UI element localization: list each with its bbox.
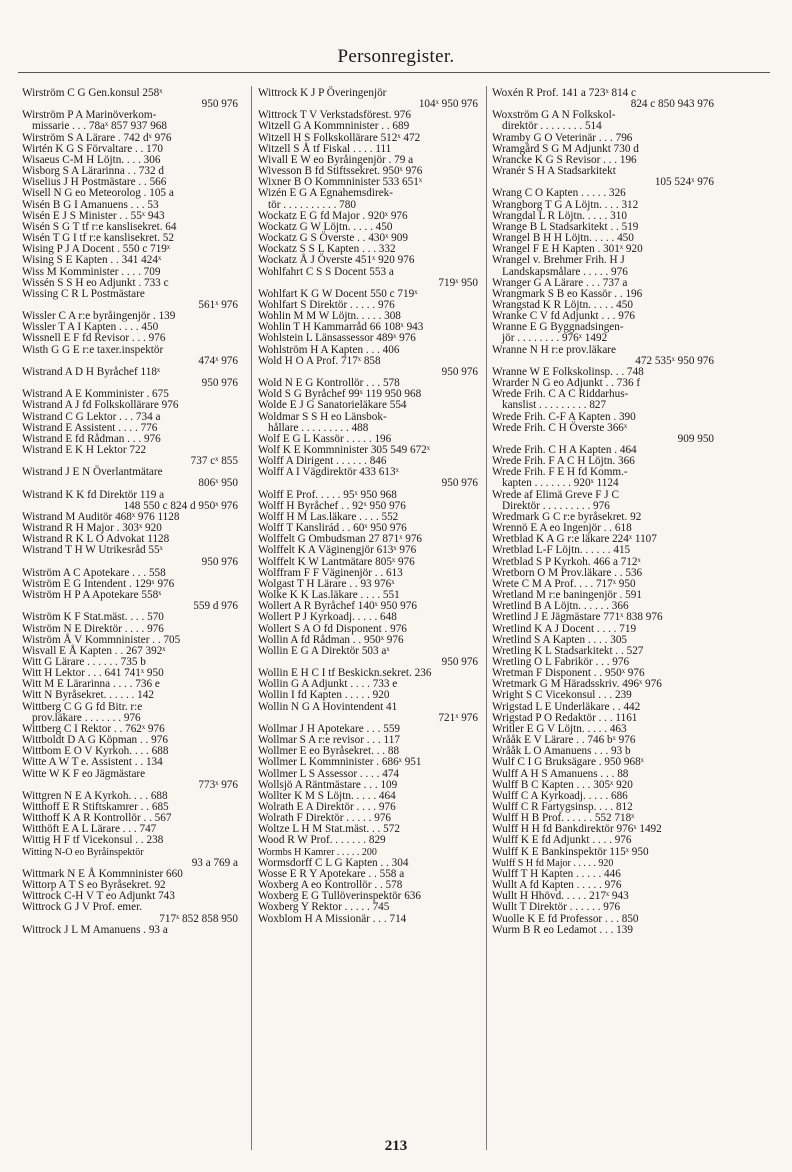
register-entry: Wiselius J H Postmästare . . 566: [22, 176, 167, 189]
register-entry: Wulff A H S Amanuens . . . 88: [492, 767, 629, 780]
register-entry: Wistrand A E Komminister . 675: [22, 388, 169, 401]
register-entry: Wolf E G L Kassör . . . . . 196: [258, 432, 392, 445]
register-entry: Wiström E G Intendent . 129ˣ 976: [22, 577, 175, 590]
register-entry: Wollter K M S Löjtn. . . . . 464: [258, 789, 396, 802]
register-entry: Wisaeus C-M H Löjtn. . . . 306: [22, 153, 161, 166]
register-entry: Wullt T Direktör . . . . . . 976: [492, 901, 621, 914]
register-entry: Wittrock K J P Överingenjör: [258, 87, 387, 99]
register-entry: Wrede af Elimä Greve F J C: [492, 488, 619, 501]
register-entry: Wisell N G eo Meteorolog . 105 a: [22, 187, 174, 200]
register-entry: 559 d 976: [193, 600, 238, 613]
register-entry: Witzell H S Folkskollärare 512ˣ 472: [258, 131, 421, 144]
register-entry: 773ˣ 976: [198, 778, 238, 791]
register-entry: jör . . . . . . . . 976ˣ 1492: [502, 332, 608, 345]
register-entry: Wising P J A Docent . 550 c 719ˣ: [22, 243, 171, 256]
register-entry: Wissler C A r:e byråingenjör . 139: [22, 310, 176, 323]
register-entry: Wisén E J S Minister . . 55ˣ 943: [22, 209, 165, 222]
register-entry: Wittberg C I Rektor . . 762ˣ 976: [22, 722, 165, 735]
register-entry: Wolffelt K W Lantmätare 805ˣ 976: [258, 555, 415, 568]
register-entry: Wrete C M A Prof. . . . 717ˣ 950: [492, 577, 636, 590]
register-entry: Wolff H Byråchef . . 92ˣ 950 976: [258, 499, 406, 512]
register-entry: Wolf K E Kommninister 305 549 672ˣ: [258, 444, 430, 456]
register-entry: Wrede Frih. F A C H Löjtn. 366: [492, 455, 635, 468]
register-entry: Woltze L H M Stat.mäst. . . 572: [258, 823, 400, 836]
register-entry: Wittig H F tf Vicekonsul . . 238: [22, 834, 164, 847]
register-entry: Wrangel F E H Kapten . 301ˣ 920: [492, 243, 643, 256]
register-entry: Witting N-O eo Byråinspektör: [22, 846, 144, 858]
register-entry: Wolff T Kanslirád . . 60ˣ 950 976: [258, 522, 407, 535]
register-entry: 950 976: [201, 377, 238, 390]
register-entry: Wistrand R K L O Advokat 1128: [22, 533, 170, 546]
register-entry: Wolff E Prof. . . . . 95ˣ 950 968: [258, 488, 397, 501]
register-entry: 104ˣ 950 976: [418, 98, 478, 111]
register-entry: Wisborg S A Lärarinna . . 732 d: [22, 165, 164, 178]
register-entry: Wiström K F Stat.mäst. . . . 570: [22, 611, 164, 624]
register-column-right: [492, 88, 714, 936]
register-entry: Wittberg C G G fd Bitr. r:e: [22, 700, 143, 713]
register-entry: Wretling K L Stadsarkitekt . . 527: [492, 644, 644, 657]
register-entry: Wistrand E Assistent . . . . 776: [22, 421, 158, 434]
register-entry: Wissnell E F fd Revisor . . . 976: [22, 332, 166, 345]
register-entry: Wollmar J H Apotekare . . . 559: [258, 722, 401, 735]
register-entry: Wormbs H Kamrer . . . . . 200: [258, 846, 377, 858]
register-entry: Wolgast T H Lärare . . 93 976ˣ: [258, 577, 395, 590]
register-entry: Wretlind B A Löjtn. . . . . . 366: [492, 600, 629, 613]
column-divider: [486, 86, 487, 1150]
register-entry: direktör . . . . . . . . 514: [502, 120, 602, 133]
register-entry: Wrååk L O Amanuens . . . 93 b: [492, 745, 631, 758]
register-entry: Wretlind S A Kapten . . . . 305: [492, 633, 628, 646]
register-entry: Woxberg A eo Kontrollör . . 578: [258, 879, 403, 892]
register-entry: Wittrock J L M Amanuens . 93 a: [22, 923, 168, 936]
register-entry: Wright S C Vicekonsul . . . 239: [492, 689, 632, 702]
register-entry: Wohlin M M W Löjtn. . . . . 308: [258, 310, 401, 323]
register-entry: Wohlin T H Kammarråd 66 108ˣ 943: [258, 321, 424, 334]
register-entry: 719ˣ 950: [438, 276, 478, 289]
register-entry: 721ˣ 976: [438, 711, 478, 724]
register-entry: Wirström S A Lärare . 742 dˣ 976: [22, 131, 172, 144]
register-entry: Wramgård S G M Adjunkt 730 d: [492, 142, 639, 155]
register-entry: Wold H O A Prof. 717ˣ 858: [258, 354, 381, 367]
register-entry: Wrede Frih. F E H fd Komm.-: [492, 466, 628, 479]
register-entry: 717ˣ 852 858 950: [159, 912, 238, 925]
register-entry: Wollmar S A r:e revisor . . . 117: [258, 734, 400, 747]
register-entry: Wistrand E fd Rådman . . . 976: [22, 432, 161, 445]
register-entry: Wittrock G J V Prof. emer.: [22, 901, 143, 914]
register-entry: Wistrand K K fd Direktör 119 a: [22, 488, 165, 501]
register-entry: kapten . . . . . . . 920ˣ 1124: [502, 477, 619, 490]
register-entry: 950 976: [441, 477, 478, 490]
register-entry: Wolffelt G Ombudsman 27 871ˣ 976: [258, 533, 423, 546]
register-entry: Wrigstad P O Redaktör . . . 1161: [492, 711, 638, 724]
register-entry: Witthoff E R Stiftskamrer . . 685: [22, 801, 169, 813]
register-entry: Wiss M Komminister . . . . 709: [22, 265, 161, 278]
register-entry: Wixner B O Kommninister 533 651ˣ: [258, 176, 423, 189]
register-entry: Wiström H P A Apotekare 558ˣ: [22, 589, 162, 602]
header-rule: [18, 72, 770, 73]
register-entry: Wolff A I Vägdirektör 433 613ˣ: [258, 466, 399, 479]
register-entry: Wohlfahrt C S S Docent 553 a: [258, 265, 394, 278]
register-entry: Wockatz G W Löjtn. . . . . 450: [258, 220, 393, 233]
register-entry: Woldmar S S H eo Länsbok-: [258, 410, 387, 423]
register-column-left: [22, 88, 238, 936]
register-entry: Wretmark G M Häradsskriv. 496ˣ 976: [492, 678, 662, 691]
register-entry: 737 cˣ 855: [190, 455, 238, 468]
register-entry: Wrede Frih. C H A Kapten . 464: [492, 444, 637, 456]
register-entry: Witzell G A Kommninister . . 689: [258, 120, 410, 133]
register-entry: 950 976: [201, 98, 238, 111]
register-entry: Wiström Å V Kommninister . . 705: [22, 633, 181, 646]
register-entry: Woxberg Y Rektor . . . . . 745: [258, 901, 390, 914]
register-entry: Wrangstad K R Löjtn. . . . . 450: [492, 298, 633, 311]
register-entry: Wrarder N G eo Adjunkt . . 736 f: [492, 377, 641, 390]
register-entry: Wittboldt D A G Köpman . . 976: [22, 734, 168, 747]
register-entry: Wretland M r:e baningenjör . 591: [492, 589, 642, 602]
register-entry: Wrennö E A eo Ingenjör . . 618: [492, 522, 632, 535]
register-entry: Landskapsmålare . . . . . 976: [502, 265, 628, 278]
register-entry: Wulff C A Kyrkoadj. . . . . 686: [492, 789, 628, 802]
register-entry: Wrang C O Kapten . . . . . 326: [492, 187, 626, 200]
register-entry: missarie . . . 78aˣ 857 937 968: [32, 120, 167, 133]
register-entry: Wretblad L-F Löjtn. . . . . . 415: [492, 544, 631, 557]
register-entry: Wranne E G Byggnadsingen-: [492, 321, 624, 334]
register-entry: 950 976: [441, 655, 478, 668]
register-entry: Wolde E J G Sanatorieläkare 554: [258, 399, 407, 412]
register-entry: Wulff S H fd Major . . . . . 920: [492, 857, 614, 869]
register-entry: Wranér S H A Stadsarkitekt: [492, 165, 616, 178]
register-entry: Woxén R Prof. 141 a 723ˣ 814 c: [492, 87, 637, 99]
register-entry: Wittgren N E A Kyrkoh. . . . 688: [22, 789, 168, 802]
register-entry: Wretman F Disponent . . 950ˣ 976: [492, 667, 645, 680]
register-entry: Wollin G A Adjunkt . . . . 733 e: [258, 678, 398, 691]
register-entry: Wisén S G T tf r:e kanslisekret. 64: [22, 220, 177, 233]
register-entry: Wistrand J E N Överlantmätare: [22, 466, 163, 479]
register-entry: Wretlind J E Jägmästare 771ˣ 838 976: [492, 611, 663, 624]
register-entry: Wittorp A T S eo Byråsekret. 92: [22, 879, 166, 892]
register-entry: Wockatz Å J Överste 451ˣ 920 976: [258, 254, 415, 267]
register-entry: Wrange B L Stadsarkitekt . . 519: [492, 220, 639, 233]
register-entry: 950 976: [441, 365, 478, 378]
register-entry: Writler E G V Löjtn. . . . . 463: [492, 722, 627, 735]
page-title: Personregister.: [337, 46, 455, 67]
register-entry: Wohlstein L Länsassessor 489ˣ 976: [258, 332, 416, 345]
register-entry: Wranne W E Folkskolinsp. . . 748: [492, 365, 644, 378]
register-entry: Wrangel v. Brehmer Frih. H J: [492, 254, 625, 267]
register-entry: Wulff H H fd Bankdirektör 976ˣ 1492: [492, 823, 662, 836]
register-entry: Wollin N G A Hovintendent 41: [258, 700, 398, 713]
register-entry: Wirtén K G S Förvaltare . . 170: [22, 142, 163, 155]
register-entry: Wullt H Hhövd. . . . . 217ˣ 943: [492, 890, 629, 903]
register-entry: Wretblad S P Kyrkoh. 466 a 712ˣ: [492, 555, 641, 568]
register-entry: Wulff H B Prof. . . . . . 552 718ˣ: [492, 812, 635, 825]
register-entry: Wulff K E fd Adjunkt . . . . 976: [492, 834, 632, 847]
register-entry: Wistrand T H W Utrikesråd 55ˣ: [22, 544, 163, 557]
register-entry: Witzell S Å tf Fiskal . . . . 111: [258, 142, 392, 155]
register-entry: Wistrand A D H Byråchef 118ˣ: [22, 365, 161, 378]
register-entry: Wrede Frih. C H Överste 366ˣ: [492, 421, 628, 434]
register-entry: Witthoff K A R Kontrollör . . 567: [22, 812, 172, 825]
register-entry: 824 c 850 943 976: [630, 98, 714, 111]
register-entry: Wittrock T V Verkstadsförest. 976: [258, 109, 411, 122]
register-entry: Wolke K K Las.läkare . . . . 551: [258, 589, 400, 602]
register-entry: Wollin A fd Rådman . . 950ˣ 976: [258, 633, 404, 646]
register-entry: Witt N Byråsekret. . . . . . 142: [22, 689, 154, 702]
register-entry: Wisén T G I tf r:e kanslisekret. 52: [22, 232, 174, 245]
register-entry: Wredmark G C r:e byråsekret. 92: [492, 510, 642, 523]
register-entry: Wollin E G A Direktör 503 aˣ: [258, 644, 390, 657]
register-entry: Wissing C R L Postmästare: [22, 287, 145, 300]
register-entry: 909 950: [677, 432, 714, 445]
register-entry: Wockatz S S L Kapten . . . 332: [258, 243, 396, 256]
register-entry: Wohlström H A Kapten . . . 406: [258, 343, 400, 356]
register-entry: 105 524ˣ 976: [654, 176, 714, 189]
register-entry: Wolff A Dirigent . . . . . . 846: [258, 455, 387, 468]
register-entry: Wissén S S H eo Adjunkt . 733 c: [22, 276, 169, 289]
register-entry: Wissler T A I Kapten . . . . 450: [22, 321, 159, 334]
register-entry: Wirström C G Gen.konsul 258ˣ: [22, 87, 163, 99]
register-entry: Wrangmark S B eo Kassör . . 196: [492, 287, 643, 300]
register-entry: Wulff K E Bankinspektör 115ˣ 950: [492, 845, 649, 858]
register-entry: Wisén B G I Amanuens . . . 53: [22, 198, 159, 211]
register-entry: Wistrand A J fd Folkskollärare 976: [22, 399, 179, 412]
register-entry: 806ˣ 950: [198, 477, 238, 490]
register-entry: prov.läkare . . . . . . . 976: [32, 711, 141, 724]
register-entry: Witthöft E A L Lärare . . . 747: [22, 823, 157, 836]
register-entry: Wranne N H r:e prov.läkare: [492, 343, 617, 356]
register-entry: 561ˣ 976: [198, 298, 238, 311]
register-entry: Wolrath E A Direktör . . . . 976: [258, 801, 396, 813]
register-entry: Wullt A fd Kapten . . . . . 976: [492, 879, 622, 892]
register-entry: Wrangel B H H Löjtn. . . . . 450: [492, 232, 634, 245]
register-entry: Woxström G A N Folkskol-: [492, 109, 616, 122]
register-entry: Wollmer L Kommninister . 686ˣ 951: [258, 756, 422, 769]
register-entry: 950 976: [201, 555, 238, 568]
register-entry: Wittbom E O V Kyrkoh. . . . 688: [22, 745, 169, 758]
register-entry: Direktör . . . . . . . . . 976: [502, 499, 610, 512]
register-entry: Wolffram F F Väginenjör . . 613: [258, 566, 403, 579]
register-entry: Wretling O L Fabrikör . . . 976: [492, 655, 630, 668]
register-entry: Wolff H M Las.läkare . . . . 552: [258, 510, 399, 523]
register-entry: Wuolle K E fd Professor . . . 850: [492, 912, 639, 925]
register-entry: Wulff T H Kapten . . . . . 446: [492, 867, 621, 880]
register-entry: Wulf C I G Bruksägare . 950 968ˣ: [492, 756, 644, 769]
register-entry: 93 a 769 a: [191, 856, 238, 869]
register-entry: 148 550 c 824 d 950ˣ 976: [123, 499, 238, 512]
register-entry: Wisth G G E r:e taxer.inspektör: [22, 343, 164, 356]
register-entry: Wockatz E G fd Major . 920ˣ 976: [258, 209, 408, 222]
register-entry: Wockatz G S Överste . . 430ˣ 909: [258, 232, 408, 245]
register-entry: Wollert S A O fd Disponent . 976: [258, 622, 407, 635]
register-entry: Wollin E H C I tf Beskickn.sekret. 236: [258, 667, 432, 680]
register-entry: Witte A W T e. Assistent . . 134: [22, 756, 163, 769]
register-entry: Wrede Frih. C-F A Kapten . 390: [492, 410, 636, 423]
register-entry: Wulff C R Fartygsinsp. . . . 812: [492, 801, 633, 813]
register-entry: Wittmark N E Å Kommninister 660: [22, 867, 183, 880]
register-entry: Wretborn O M Prov.läkare . . 536: [492, 566, 643, 579]
register-entry: Wistrand C G Lektor . . . 734 a: [22, 410, 161, 423]
register-entry: kanslist . . . . . . . . . 827: [502, 399, 607, 412]
register-entry: Wizén E G A Egnahemsdirek-: [258, 187, 394, 200]
register-entry: Wrigstad L E Underläkare . . 442: [492, 700, 641, 713]
register-entry: Wretlind K A J Docent . . . . 719: [492, 622, 637, 635]
register-entry: Wurm B R eo Ledamot . . . 139: [492, 923, 633, 936]
register-entry: Wormsdorff C L G Kapten . . 304: [258, 856, 409, 869]
register-entry: hållare . . . . . . . . . 488: [268, 421, 369, 434]
register-entry: Witt M E Lärarinna . . . . 736 e: [22, 678, 160, 691]
register-entry: Wittrock C-H V T eo Adjunkt 743: [22, 890, 175, 903]
register-entry: Wisvall E Å Kapten . . 267 392ˣ: [22, 644, 166, 657]
register-entry: Wohlfart S Direktör . . . . . 976: [258, 298, 395, 311]
register-entry: Wrangborg T G A Löjtn. . . . 312: [492, 198, 639, 211]
register-column-middle: [258, 88, 478, 925]
register-entry: Wretblad K A G r:e läkare 224ˣ 1107: [492, 533, 657, 546]
register-entry: tör . . . . . . . . . . 780: [268, 198, 356, 211]
register-entry: Wood R W Prof. . . . . . . 829: [258, 834, 386, 847]
register-entry: Wirström P A Marinöverkom-: [22, 109, 157, 122]
register-entry: Wold S G Byråchef 99ˣ 119 950 968: [258, 388, 422, 401]
register-entry: Wollert A R Byråchef 140ˣ 950 976: [258, 600, 417, 613]
register-entry: Wollert P J Kyrkoadj. . . . . 648: [258, 611, 397, 624]
register-entry: Wiström A C Apotekare . . . 558: [22, 566, 166, 579]
register-entry: Wrede Frih. C A C Riddarhus-: [492, 388, 629, 401]
register-entry: Witt G Lärare . . . . . . 735 b: [22, 655, 146, 668]
register-entry: Wosse E R Y Apotekare . . 558 a: [258, 867, 405, 880]
register-entry: Witt H Lektor . . . 641 741ˣ 950: [22, 667, 164, 680]
register-entry: Wiström N E Direktör . . . . 976: [22, 622, 164, 635]
column-divider: [251, 86, 252, 1150]
register-entry: Wohlfart K G W Docent 550 c 719ˣ: [258, 287, 418, 300]
register-entry: Wrancke K G S Revisor . . . 196: [492, 153, 637, 166]
register-entry: Wistrand M Auditör 468ˣ 976 1128: [22, 510, 180, 523]
register-entry: Wranger G A Lärare . . . 737 a: [492, 276, 628, 289]
register-entry: 472 535ˣ 950 976: [635, 354, 714, 367]
register-entry: Wrangdal L R Löjtn. . . . . 310: [492, 209, 627, 222]
register-entry: Wising S E Kapten . . 341 424ˣ: [22, 254, 162, 267]
register-entry: Wolffelt K A Väginengjör 613ˣ 976: [258, 544, 417, 557]
register-entry: Wistrand E K H Lektor 722: [22, 444, 147, 456]
register-entry: Wollin I fd Kapten . . . . . 920: [258, 689, 390, 702]
register-entry: Wollsjö A Räntmästare . . . 109: [258, 778, 398, 791]
register-entry: Witte W K F eo Jägmästare: [22, 767, 146, 780]
register-entry: Wolrath F Direktör . . . . . 976: [258, 812, 392, 825]
page-number: 213: [384, 1138, 408, 1154]
register-entry: Wrååk E V Lärare . . 746 bˣ 976: [492, 734, 636, 747]
register-entry: Wistrand R H Major . 303ˣ 920: [22, 522, 162, 535]
register-entry: Wramby G O Veterinär . . . 796: [492, 131, 633, 144]
register-entry: Wold N E G Kontrollör . . . 578: [258, 377, 400, 390]
register-entry: Woxberg E G Tullöverinspektör 636: [258, 890, 421, 903]
register-entry: Woxblom H A Missionär . . . 714: [258, 912, 407, 925]
register-entry: Wivall E W eo Byråingenjör . 79 a: [258, 153, 414, 166]
register-entry: Wollmer L S Assessor . . . . 474: [258, 767, 400, 780]
register-entry: Wivesson B fd Stiftssekret. 950ˣ 976: [258, 165, 423, 178]
register-entry: Wollmer E eo Byråsekret. . . 88: [258, 745, 400, 758]
register-entry: Wulff B C Kapten . . . 305ˣ 920: [492, 778, 633, 791]
register-entry: Wranke C V fd Adjunkt . . . 976: [492, 310, 636, 323]
register-entry: 474ˣ 976: [198, 354, 238, 367]
